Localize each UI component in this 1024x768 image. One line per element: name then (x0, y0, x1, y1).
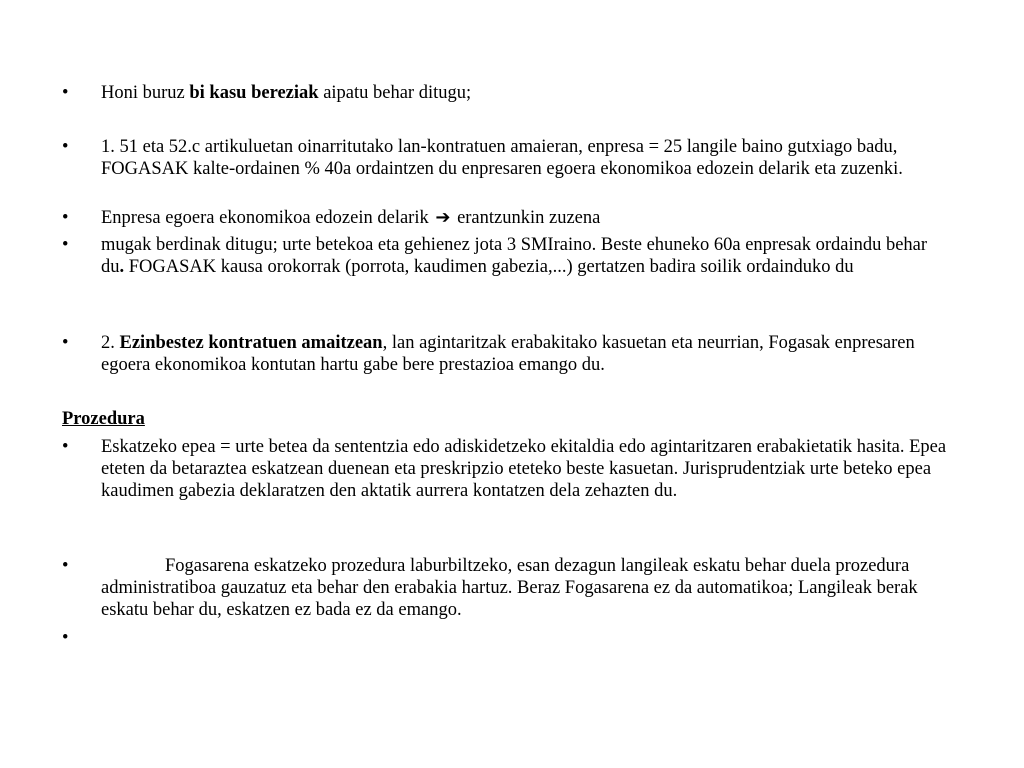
text-span: , lan agintaritzak erabakitako kasuetan eta neurrian, Fogasak enpresaren egoera ekonomikoa kontutan hartu gabe bere prestazioa emango du. (101, 333, 915, 375)
section-heading: Prozedura (62, 409, 145, 429)
text-span: 2. (101, 333, 120, 353)
list-item-text (101, 207, 951, 229)
bullet: • (62, 437, 69, 457)
bullet: • (62, 333, 69, 353)
text-span: Fogasarena eskatzeko prozedura laburbiltzeko, esan dezagun langileak eskatu behar duela prozedura administratiboa gauzatuz eta behar den erabakia hartuz. Beraz Fogasarena ez da automatikoa; Langileak berak eskatu behar du, eskatzen ez bada ez da emango. (101, 556, 918, 620)
bullet: • (62, 83, 69, 103)
text-span: mugak berdinak ditugu; urte betekoa eta gehienez jota 3 SMIraino. Beste ehuneko 60a enpresak ordaindu behar du (101, 235, 928, 277)
bullet: • (62, 208, 69, 228)
text-span: Enpresa egoera ekonomikoa edozein delarik (101, 208, 434, 228)
bullet: • (62, 556, 69, 576)
text-span: FOGASAK kausa orokorrak (porrota, kaudimen gabezia,...) gertatzen badira soilik ordainduko du (124, 257, 854, 277)
text-span: erantzunkin zuzena (452, 208, 601, 228)
text-span: aipatu behar ditugu; (318, 83, 472, 103)
bold-text: . (119, 257, 125, 277)
bold-text: Ezinbestez kontratuen amaitzean (119, 333, 383, 353)
bullet: • (62, 235, 69, 255)
list-item-text (101, 234, 951, 278)
list-item-text (101, 555, 951, 621)
right-arrow-icon: ➔ (435, 207, 451, 228)
list-item-text (101, 82, 951, 104)
bullet: • (62, 137, 69, 157)
list-item-text: Eskatzeko epea = urte betea da sententzia edo adiskidetzeko ekitaldia edo agintaritzaren erabakietatik hasita. Epea eteten da betaraztea eskatzean duenean eta preskripzio eteteko beste kasuetan. Jurisprudentziak urte beteko epea kaudimen gabezia deklaratzen den aktatik aurrera kontatzen dela zehazten du. (101, 437, 947, 501)
bullet: • (62, 628, 69, 648)
bold-text: bi kasu bereziak (189, 83, 319, 103)
text-span: Honi buruz (101, 83, 190, 103)
list-item-text (101, 332, 951, 376)
list-item-text: 1. 51 eta 52.c artikuluetan oinarritutako lan-kontratuen amaieran, enpresa = 25 langile baino gutxiago badu, FOGASAK kalte-ordainen % 40a ordaintzen du enpresaren egoera ekonomikoa edozein delarik eta zuzenki. (101, 137, 903, 179)
